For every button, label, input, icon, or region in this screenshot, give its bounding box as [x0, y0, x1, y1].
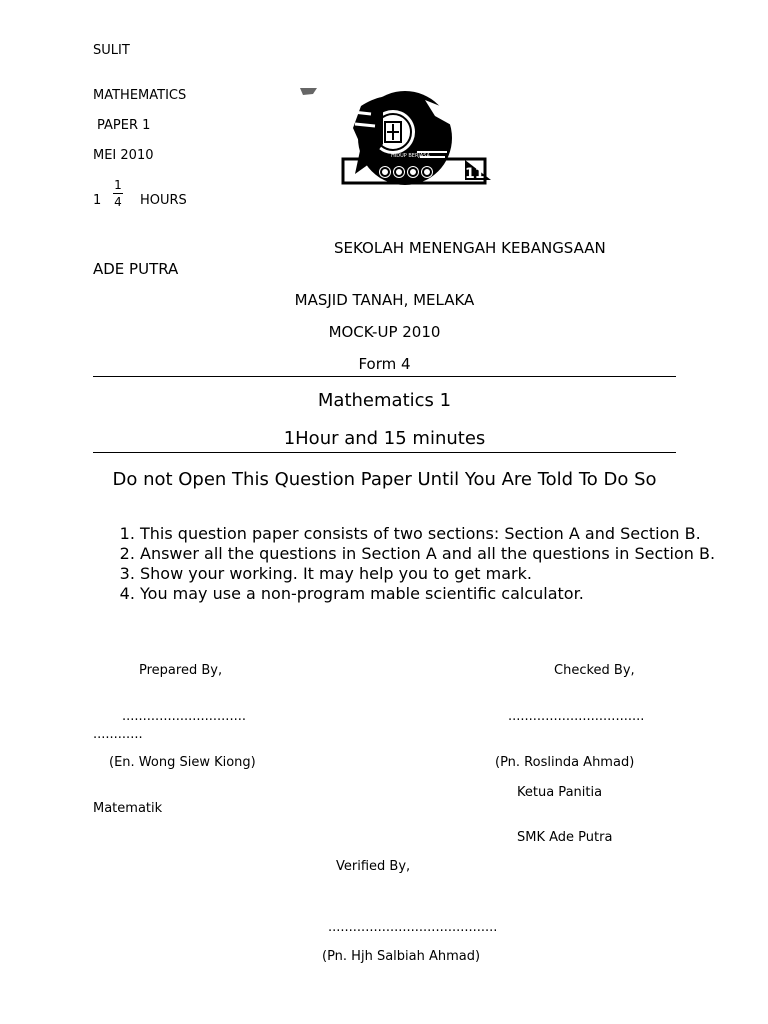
verified-signature-line: ......................................... [328, 920, 498, 935]
school-name-line2: ADE PUTRA [93, 260, 179, 278]
instruction-item: 1. This question paper consists of two sections: Section A and Section B. [140, 524, 730, 544]
paper-label: PAPER 1 [97, 118, 151, 133]
checked-by-school: SMK Ade Putra [517, 830, 613, 845]
logo-badge: 11 [465, 166, 485, 182]
logo-motto: HIDUP BERJASA [391, 153, 430, 159]
prepared-by-name: (En. Wong Siew Kiong) [109, 755, 256, 770]
checked-by-department: Matematik [93, 801, 163, 816]
exam-name: MOCK-UP 2010 [328, 323, 441, 341]
verified-by-label: Verified By, [336, 859, 411, 874]
school-name-line1: SEKOLAH MENENGAH KEBANGSAAN [334, 239, 606, 257]
form-label: Form 4 [358, 355, 411, 373]
school-location: MASJID TANAH, MELAKA [294, 291, 475, 309]
paper-title: Mathematics 1 [317, 390, 452, 411]
duration-whole: 1 [93, 193, 102, 208]
duration-unit: HOURS [140, 193, 187, 208]
checked-by-label: Checked By, [554, 663, 635, 678]
instruction-item: 3. Show your working. It may help you to get mark. [140, 564, 730, 584]
subject-label: MATHEMATICS [93, 88, 187, 103]
bottom-divider [93, 452, 676, 453]
duration-denominator: 4 [114, 195, 122, 209]
prepared-signature-line: .............................. [122, 709, 246, 724]
checked-by-title: Ketua Panitia [517, 785, 603, 800]
instruction-item: 2. Answer all the questions in Section A and all the questions in Section B. [140, 544, 730, 564]
checked-signature-line-wrap: ............ [93, 727, 143, 742]
checked-signature-line: ................................. [508, 709, 645, 724]
instructions-list [93, 524, 730, 604]
duration-fraction [111, 178, 125, 209]
date-label: MEI 2010 [93, 148, 154, 163]
checked-by-name: (Pn. Roslinda Ahmad) [495, 755, 635, 770]
warning-text: Do not Open This Question Paper Until You Are Told To Do So [112, 469, 657, 490]
paper-time: 1Hour and 15 minutes [283, 428, 486, 449]
school-crest-logo [295, 86, 495, 190]
fraction-bar [113, 193, 123, 194]
verified-by-name: (Pn. Hjh Salbiah Ahmad) [322, 949, 481, 964]
prepared-by-label: Prepared By, [139, 663, 223, 678]
top-divider [93, 376, 676, 377]
duration-numerator: 1 [114, 178, 122, 192]
instruction-item: 4. You may use a non-program mable scientific calculator. [140, 584, 730, 604]
classification-label: SULIT [93, 43, 130, 58]
